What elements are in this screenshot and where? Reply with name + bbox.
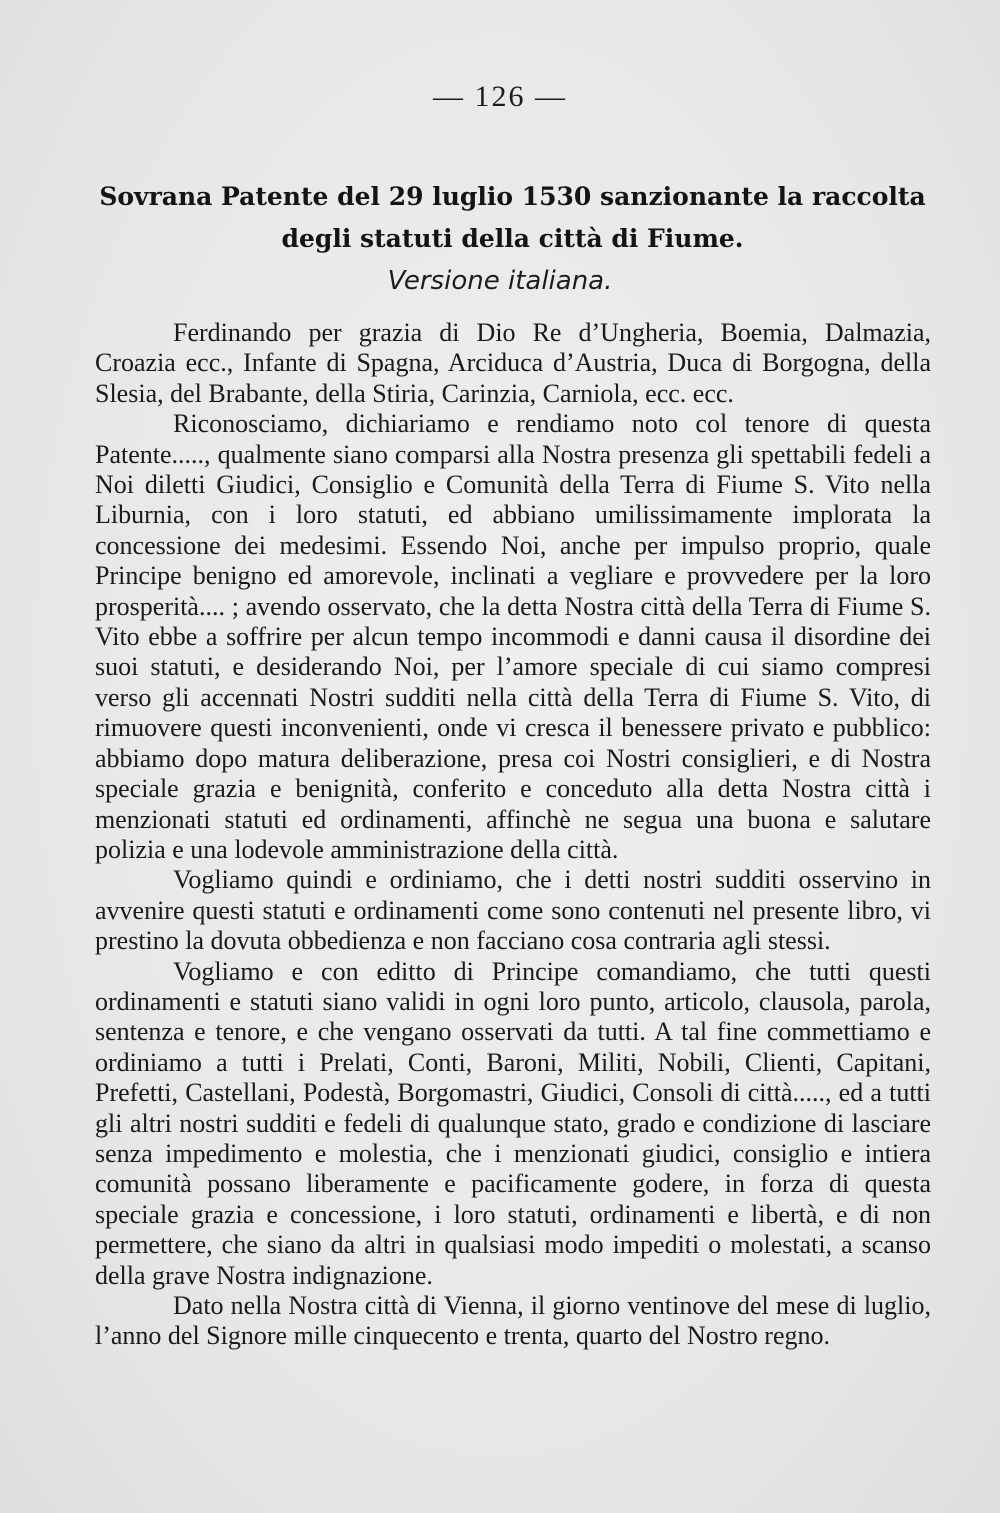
paragraph: Vogliamo e con editto di Principe comandiamo, che tutti questi ordinamenti e statuti siano validi in ogni loro punto, articolo, clausola, parola, sentenza e tenore, e che vengano osservati da tutti. A tal fine commettiamo e ordiniamo a tutti i Prelati, Conti, Baroni, Militi, Nobili, Clienti, Capitani, Prefetti, Castellani, Podestà, Borgomastri, Giudici, Consoli di città....., ed a tutti gli altri nostri sudditi e fedeli di qualunque stato, grado e condizione di lasciare senza impedimento e molestia, che i menzionati giudici, consiglio e intiera comunità possano liberamente e pacificamente godere, in forza di questa speciale grazia e concessione, i loro statuti, ordinamenti e libertà, e di non permettere, che siano da altri in qualsiasi modo impediti o molestati, a scanso della grave Nostra indignazione. (95, 956, 931, 1290)
paragraph: Ferdinando per grazia di Dio Re d’Ungheria, Boemia, Dalmazia, Croazia ecc., Infante di Spagna, Arciduca d’Austria, Duca di Borgogna, della Slesia, del Brabante, della Stiria, Carinzia, Carniola, ecc. ecc. (95, 318, 931, 408)
paragraph: Vogliamo quindi e ordiniamo, che i detti nostri sudditi osservino in avvenire questi statuti e ordinamenti come sono contenuti nel presente libro, vi prestino la dovuta obbedienza e non facciano cosa contraria agli stessi. (95, 865, 931, 956)
body-text (95, 318, 931, 1352)
paragraph: Dato nella Nostra città di Vienna, il giorno ventinove del mese di luglio, l’anno del Signore mille cinquecento e trenta, quarto del Nostro regno. (95, 1291, 931, 1351)
page-number: — 126 — (433, 80, 567, 113)
document-title: Sovrana Patente del 29 luglio 1530 sanzionante la raccolta degli statuti della città di Fiume. (99, 182, 926, 253)
document-subtitle: Versione italiana. (387, 266, 613, 296)
paragraph: Riconosciamo, dichiariamo e rendiamo noto col tenore di questa Patente....., qualmente siano comparsi alla Nostra presenza gli spettabili fedeli a Noi diletti Giudici, Consiglio e Comunità della Terra di Fiume S. Vito nella Liburnia, con i loro statuti, ed abbiano umilissimamente implorata la concessione dei medesimi. Essendo Noi, anche per impulso proprio, quale Principe benigno ed amorevole, inclinati a vegliare e provvedere per la loro prosperità.... ; avendo osservato, che la detta Nostra città della Terra di Fiume S. Vito ebbe a soffrire per alcun tempo incommodi e danni causa il disordine dei suoi statuti, e desiderando Noi, per l’amore speciale di cui siamo compresi verso gli accennati Nostri sudditi nella città della Terra di Fiume S. Vito, di rimuovere questi inconvenienti, onde vi cresca il benessere privato e pubblico: abbiamo dopo matura deliberazione, presa coi Nostri consiglieri, e di Nostra speciale grazia e benignità, conferito e conceduto alla detta Nostra città i menzionati statuti ed ordinamenti, affinchè ne segua una buona e salutare polizia e una lodevole amministrazione della città. (95, 409, 931, 864)
